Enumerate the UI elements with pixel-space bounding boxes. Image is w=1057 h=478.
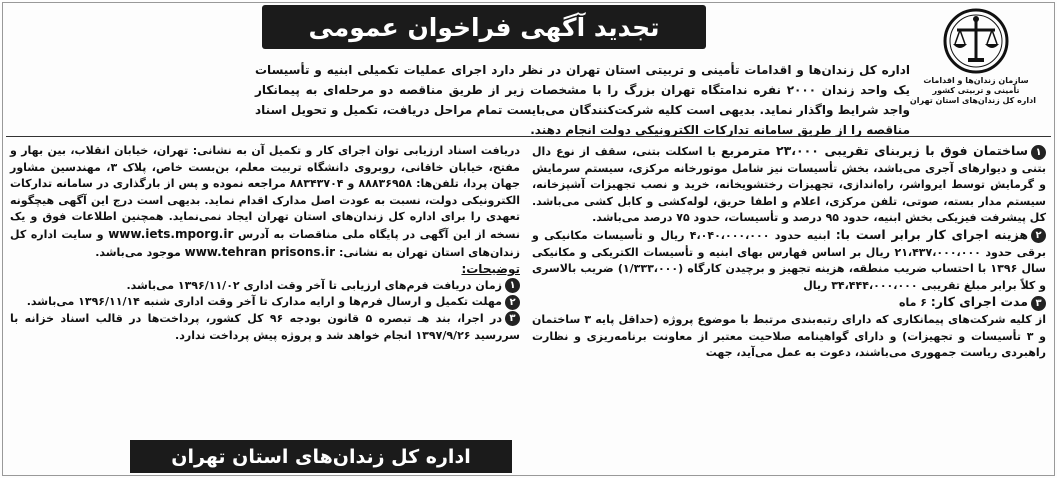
logo-caption-3: اداره کل زندان‌های استان تهران — [909, 96, 1036, 105]
item-title: هزینه اجرای کار برابر است با: — [835, 226, 1029, 242]
note-text: زمان دریافت فرم‌های ارزیابی تا آخر وقت اداری ۱۳۹۶/۱۱/۰۲ می‌باشد. — [126, 278, 502, 292]
note-text: مهلت تکمیل و ارسال فرم‌ها و ارایه مدارک تا آخر وقت اداری شنبه ۱۳۹۶/۱۱/۱۴ می‌باشد. — [26, 295, 502, 309]
item-number-badge: ۲ — [1031, 228, 1046, 243]
note-3 — [10, 311, 520, 344]
scales-of-justice-icon — [941, 6, 1011, 76]
notes-heading: توضیحات: — [461, 262, 520, 277]
item-text: ابنیه حدود ۴،۰۴۰،۰۰۰،۰۰۰ ریال و تأسیسات مکانیکی و برقی حدود ۲۱،۴۳۷،۰۰۰،۰۰۰ ریال بر اساس فهارس بهای ابنیه و تأسیسات الکتریکی و مکانیکی سال ۱۳۹۶ با احتساب ضریب منطقه، هزینه تجهیز و برچیدن کارگاه (۱/۳۳۳،۰۰۰) ضریب بالاسری و کلاً برابر مبلغ تقریبی ۳۴،۴۴۴،۰۰۰،۰۰۰ ریال — [532, 228, 1046, 292]
note-number-badge: ۲ — [505, 295, 520, 310]
intro-paragraph: اداره کل زندان‌ها و اقدامات تأمینی و تربیتی استان تهران در نظر دارد اجرای عملیات تکمیلی ابنیه و تأسیسات یک واحد زندان ۲۰۰۰ نفره ندامتگاه تهران بزرگ را با مشخصات زیر از طریق مناقصه دو مرحله‌ای به پیمانکار واجد شرایط واگذار نماید. بدیهی است کلیه شرکت‌کنندگان می‌بایست تمام مراحل دریافت، تکمیل و تحویل اسناد مناقصه را از طریق سامانه تدارکات الکترونیکی دولت انجام دهند. — [255, 63, 910, 137]
note-text: در اجرا، بند هـ تبصره ۵ قانون بودجه ۹۶ کل کشور، پرداخت‌ها در قالب اسناد خزانه با سررسید ۱۳۹۷/۹/۲۶ انجام خواهد شد و پروژه پیش پرداخت ندارد. — [10, 311, 520, 342]
tender-portal-link[interactable]: www.iets.mporg.ir — [108, 226, 234, 241]
prisons-site-link[interactable]: www.tehran prisons.ir — [184, 244, 336, 259]
left-column — [10, 143, 520, 344]
logo-caption-2: تأمینی و تربیتی کشور — [932, 86, 1020, 95]
organization-logo — [909, 6, 1036, 114]
note-number-badge: ۱ — [505, 278, 520, 293]
documents-paragraph — [10, 143, 520, 261]
section-divider — [6, 136, 1051, 137]
footer-banner — [130, 440, 512, 473]
item-text: ۶ ماه — [898, 296, 931, 310]
item-number-badge: ۱ — [1031, 145, 1046, 160]
right-column — [532, 143, 1046, 362]
note-1 — [10, 278, 520, 295]
item-3 — [532, 294, 1046, 312]
documents-tail-text: موجود می‌باشد. — [95, 245, 181, 259]
footer-title: اداره کل زندان‌های استان تهران — [171, 445, 471, 468]
note-number-badge: ۳ — [505, 311, 520, 326]
documents-text: دریافت اسناد ارزیابی توان اجرای کار و تکمیل آن به نشانی: تهران، خیابان انقلاب، بین بهار و مفتح، خیابان خاقانی، روبروی دانشگاه تربیت معلم، بن‌بست خاص، پلاک ۳، مهندسین مشاور جهان پردا، تلفن‌ها: ۸۸۸۳۶۹۵۸ و ۸۸۳۴۳۷۰۴ مراجعه نموده و پس از بارگذاری در سامانه تدارکات الکترونیکی دولت، نسبت به عودت اصل مدارک اقدام نماید. بدیهی است درج این آگهی هیچگونه تعهدی را برای اداره کل زندان‌های استان تهران ایجاد نمی‌نماید. همچنین اطلاعات فوق و یک نسخه از این آگهی در پایگاه ملی مناقصات به آدرس — [10, 144, 520, 241]
documents-mid-text: و سایت اداره کل زندان‌های استان تهران به نشانی: — [10, 227, 520, 259]
notice-title-banner — [262, 5, 706, 49]
item-number-badge: ۳ — [1031, 296, 1046, 311]
item-text: با اسکلت بتنی، سقف از نوع دال بتنی و دیوارهای آجری می‌باشد، بخش تأسیسات نیز شامل موتورخانه مرکزی، سیستم سرمایش و گرمایش توسط ایرواشر، راه‌اندازی، تجهیزات رختشویخانه، خرید و نصب تجهیزات آشپزخانه، سیستم مدار بسته، صوتی، تلفن مرکزی، اعلام و اطفا حریق، لوله‌کشی و کابل کشی می‌باشد. کل پیشرفت فیزیکی بخش ابنیه، حدود ۹۵ درصد و تأسیسات، حدود ۷۵ درصد می‌باشد. — [532, 145, 1046, 225]
item-2 — [532, 227, 1046, 294]
item-1 — [532, 143, 1046, 227]
notice-title: تجدید آگهی فراخوان عمومی — [308, 12, 660, 42]
eligibility-paragraph: از کلیه شرکت‌های پیمانکاری که دارای رتبه‌بندی مرتبط با موضوع پروژه (حداقل پایه ۳ ساختمان و ۳ تأسیسات و تجهیزات) و دارای گواهینامه صلاحیت معتبر از معاونت برنامه‌ریزی و نظارت راهبردی ریاست جمهوری می‌باشند، دعوت به عمل می‌آید، جهت — [532, 312, 1046, 360]
note-2 — [10, 294, 520, 311]
logo-caption-1: سازمان زندان‌ها و اقدامات — [923, 76, 1029, 85]
item-title: ساختمان فوق با زیربنای تقریبی ۲۳،۰۰۰ مترمربع — [721, 143, 1028, 158]
item-title: مدت اجرای کار: — [930, 294, 1028, 310]
